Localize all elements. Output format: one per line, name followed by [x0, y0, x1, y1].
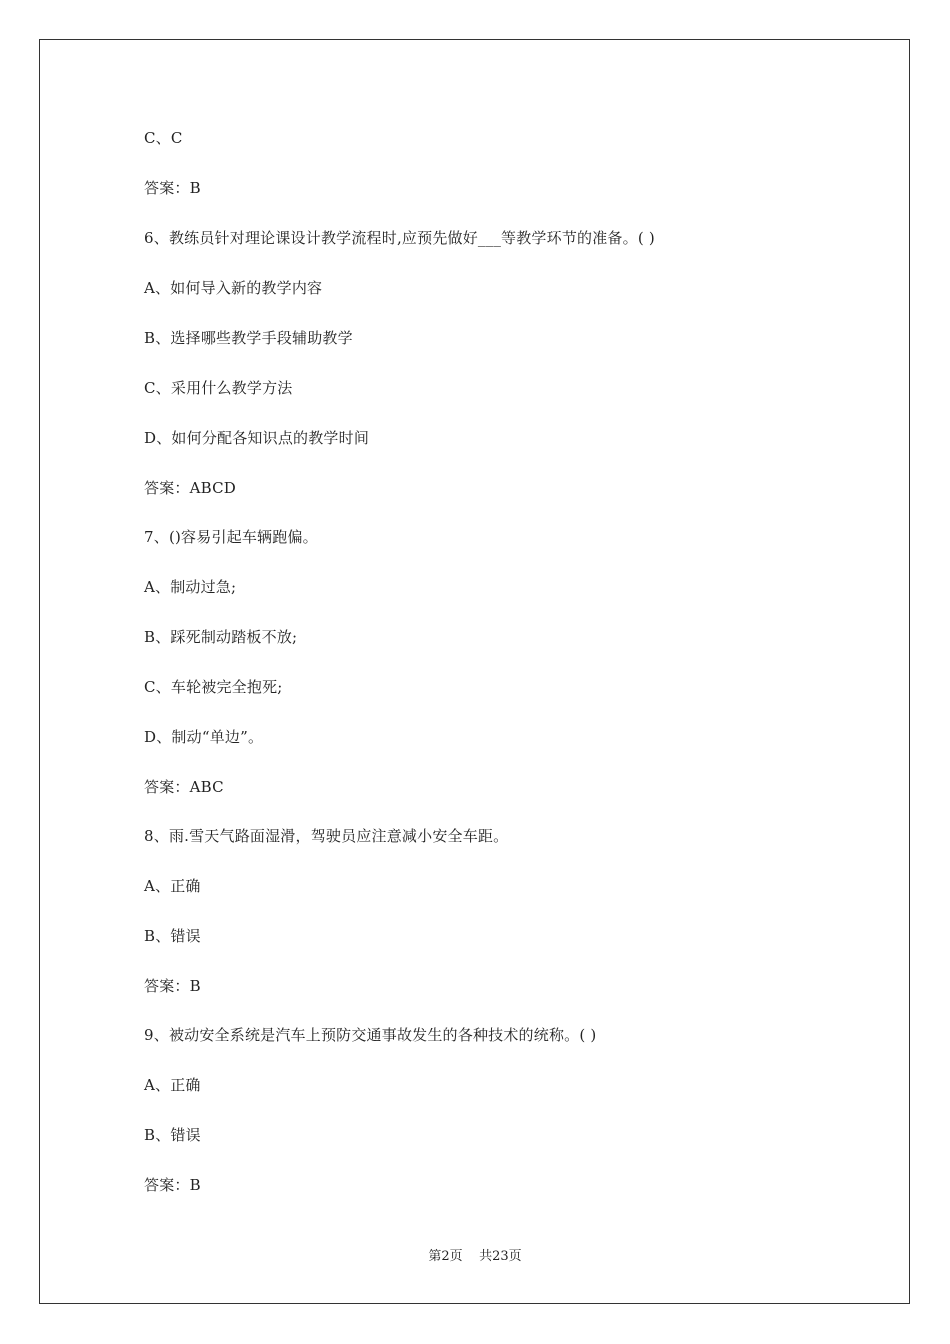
option-d-q7: D、制动“单边”。 [144, 728, 264, 746]
option-b-q9: B、错误 [144, 1126, 201, 1144]
option-c-q5: C、C [144, 129, 183, 147]
option-d-q6: D、如何分配各知识点的教学时间 [144, 429, 370, 447]
option-b-q6: B、选择哪些教学手段辅助教学 [144, 329, 353, 347]
option-a-q7: A、制动过急; [144, 578, 237, 596]
question-6: 6、教练员针对理论课设计教学流程时,应预先做好___等教学环节的准备。( ) [144, 229, 655, 247]
page-number: 第2页 [428, 1249, 463, 1264]
question-8: 8、雨.雪天气路面湿滑，驾驶员应注意减小安全车距。 [144, 827, 509, 845]
answer-q6: 答案：ABCD [144, 479, 237, 497]
option-c-q7: C、车轮被完全抱死; [144, 678, 283, 696]
option-a-q6: A、如何导入新的教学内容 [144, 279, 323, 297]
option-a-q9: A、正确 [144, 1076, 201, 1094]
page-footer [0, 1248, 950, 1266]
option-b-q7: B、踩死制动踏板不放; [144, 628, 298, 646]
question-7: 7、()容易引起车辆跑偏。 [144, 528, 318, 546]
page-total: 共23页 [479, 1249, 522, 1264]
answer-q8: 答案：B [144, 977, 201, 995]
answer-q7: 答案：ABC [144, 778, 224, 796]
option-b-q8: B、错误 [144, 927, 201, 945]
question-9: 9、被动安全系统是汽车上预防交通事故发生的各种技术的统称。( ) [144, 1026, 597, 1044]
option-c-q6: C、采用什么教学方法 [144, 379, 293, 397]
answer-q5: 答案：B [144, 179, 201, 197]
answer-q9: 答案：B [144, 1176, 201, 1194]
option-a-q8: A、正确 [144, 877, 201, 895]
